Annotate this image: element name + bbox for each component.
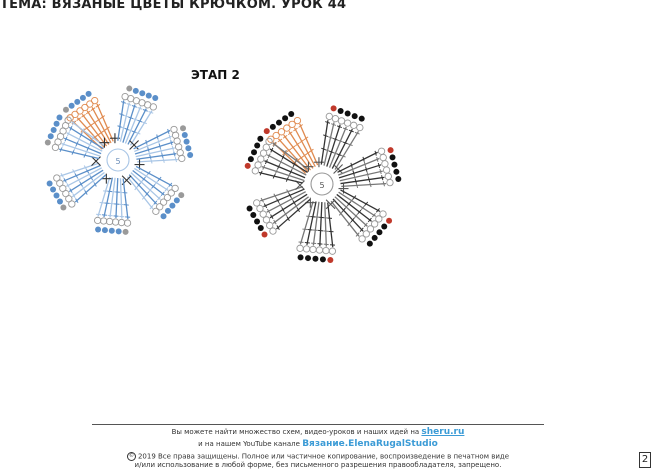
dot bbox=[57, 198, 63, 204]
loop bbox=[255, 162, 261, 168]
loop bbox=[383, 167, 389, 173]
dot bbox=[133, 88, 139, 94]
loop bbox=[112, 219, 118, 225]
footer-copyright-line-2 bbox=[92, 461, 544, 469]
stitch-post bbox=[340, 190, 379, 211]
footer-channel-text: и на нашем YouTube канале bbox=[198, 440, 300, 448]
dot bbox=[248, 156, 254, 162]
loop bbox=[297, 245, 303, 251]
page-number: 2 bbox=[639, 452, 651, 468]
footer-divider bbox=[92, 424, 544, 425]
stitch-post bbox=[123, 179, 128, 220]
dot bbox=[123, 229, 129, 235]
dot bbox=[56, 114, 62, 120]
dot bbox=[270, 124, 276, 130]
stitch-post bbox=[341, 177, 385, 183]
stitch-post bbox=[325, 202, 327, 246]
dot bbox=[367, 241, 373, 247]
dot bbox=[161, 213, 167, 219]
stitch-bar bbox=[175, 157, 176, 162]
petal bbox=[47, 163, 106, 210]
stitch-bar bbox=[367, 172, 368, 177]
footer-line-site bbox=[92, 427, 544, 437]
dot bbox=[109, 228, 115, 234]
dot bbox=[391, 162, 397, 168]
loop bbox=[351, 122, 357, 128]
stitch-post bbox=[87, 111, 109, 145]
dot bbox=[50, 187, 56, 193]
copyright-icon: © bbox=[128, 453, 134, 459]
loop bbox=[380, 154, 386, 160]
dot bbox=[139, 90, 145, 96]
dot bbox=[69, 103, 75, 109]
dot bbox=[174, 197, 180, 203]
dot bbox=[376, 229, 382, 235]
dot bbox=[359, 116, 365, 122]
stitch-bar bbox=[171, 140, 172, 145]
stitch-post bbox=[341, 184, 386, 187]
dot bbox=[74, 99, 80, 105]
loop bbox=[92, 97, 98, 103]
dot bbox=[393, 169, 399, 175]
dot bbox=[180, 125, 186, 131]
petal bbox=[297, 201, 336, 263]
stitch-post bbox=[328, 203, 333, 248]
dot bbox=[312, 256, 318, 262]
loop bbox=[263, 144, 269, 150]
dot bbox=[254, 219, 260, 225]
loop bbox=[344, 120, 350, 126]
petal bbox=[118, 86, 159, 146]
stitch-bar bbox=[174, 152, 175, 157]
petal bbox=[134, 125, 194, 163]
dot bbox=[381, 223, 387, 229]
loop bbox=[382, 161, 388, 167]
loop bbox=[153, 208, 159, 214]
dot bbox=[352, 113, 358, 119]
dot bbox=[54, 121, 60, 127]
dot bbox=[182, 132, 188, 138]
loop bbox=[258, 156, 264, 162]
dot bbox=[86, 91, 92, 97]
copyright-text-1: 2019 Все права защищены. Полное или частичное копирование, воспроизведение в печатном виде bbox=[137, 452, 510, 461]
dot bbox=[126, 86, 132, 92]
site-link[interactable]: sheru.ru bbox=[421, 427, 465, 437]
dot bbox=[372, 235, 378, 241]
stitch-bar bbox=[159, 144, 160, 149]
loop bbox=[303, 246, 309, 252]
stitch-bar bbox=[375, 151, 376, 156]
dot bbox=[185, 145, 191, 151]
dot bbox=[282, 115, 288, 121]
stitch-bar bbox=[377, 157, 378, 162]
dot bbox=[48, 133, 54, 139]
petal bbox=[94, 177, 130, 235]
footer-copyright-line-1 bbox=[92, 452, 544, 461]
loop bbox=[100, 218, 106, 224]
dot bbox=[331, 105, 337, 111]
dot bbox=[187, 152, 193, 158]
dot bbox=[95, 227, 101, 233]
stitch-bar bbox=[364, 162, 365, 167]
loop bbox=[316, 247, 322, 253]
stitch-post bbox=[320, 202, 322, 246]
dot bbox=[320, 256, 326, 262]
petal bbox=[127, 166, 184, 219]
loop bbox=[357, 124, 363, 130]
dot bbox=[247, 206, 253, 212]
dot bbox=[386, 218, 392, 224]
youtube-channel-link[interactable]: Вязание.ElenaRugalStudio bbox=[302, 439, 438, 449]
loop bbox=[106, 218, 112, 224]
dot bbox=[388, 147, 394, 153]
dot bbox=[257, 136, 263, 142]
dot bbox=[288, 111, 294, 117]
dot bbox=[298, 254, 304, 260]
dot bbox=[54, 193, 60, 199]
loop bbox=[150, 104, 156, 110]
dot bbox=[63, 107, 69, 113]
stitch-bar bbox=[356, 183, 357, 188]
loop bbox=[124, 220, 130, 226]
dot bbox=[146, 93, 152, 99]
stitch-bar bbox=[158, 139, 159, 144]
loop bbox=[378, 148, 384, 154]
dot bbox=[51, 127, 57, 133]
left-center-ring-label: 5 bbox=[115, 157, 121, 166]
loop bbox=[326, 113, 332, 119]
dot bbox=[276, 120, 282, 126]
stitch-post bbox=[339, 192, 376, 216]
stitch-bar bbox=[172, 146, 173, 151]
loop bbox=[179, 155, 185, 161]
dot bbox=[152, 95, 158, 101]
stitch-post bbox=[134, 168, 168, 190]
loop bbox=[387, 179, 393, 185]
stitch-post bbox=[130, 111, 151, 146]
stitch-post bbox=[120, 178, 121, 218]
stitch-bar bbox=[366, 167, 367, 172]
footer-site-text: Вы можете найти множество схем, видео-уроков и наших идей на bbox=[171, 428, 420, 436]
loop bbox=[329, 248, 335, 254]
stitch-bar bbox=[383, 181, 384, 186]
loop bbox=[385, 173, 391, 179]
loop bbox=[338, 118, 344, 124]
footer-line-channel bbox=[92, 439, 544, 449]
stitch-bar bbox=[168, 129, 169, 134]
petal bbox=[247, 187, 310, 238]
loop bbox=[332, 115, 338, 121]
stitch-post bbox=[118, 100, 124, 140]
stitch-bar bbox=[368, 177, 369, 182]
dot bbox=[345, 111, 351, 117]
loop bbox=[323, 247, 329, 253]
dot bbox=[254, 143, 260, 149]
loop bbox=[94, 217, 100, 223]
stitch-bar bbox=[160, 149, 161, 154]
dot bbox=[245, 163, 251, 169]
dot bbox=[338, 108, 344, 114]
stitch-bar bbox=[380, 169, 381, 174]
dot bbox=[390, 154, 396, 160]
loop bbox=[310, 246, 316, 252]
dot bbox=[262, 231, 268, 237]
petal bbox=[321, 105, 364, 169]
loop bbox=[359, 236, 365, 242]
dot bbox=[116, 228, 122, 234]
stitch-post bbox=[116, 178, 118, 218]
loop bbox=[252, 168, 258, 174]
stitch-bar bbox=[163, 158, 164, 163]
dot bbox=[395, 176, 401, 182]
dot bbox=[305, 255, 311, 261]
dot bbox=[47, 181, 53, 187]
dot bbox=[184, 139, 190, 145]
right-center-ring-label: 5 bbox=[319, 181, 325, 190]
dot bbox=[258, 225, 264, 231]
petal bbox=[331, 190, 392, 247]
dot bbox=[165, 208, 171, 214]
page-title: ТЕМА: ВЯЗАНЫЕ ЦВЕТЫ КРЮЧКОМ. УРОК 44 bbox=[0, 0, 347, 12]
petal bbox=[337, 147, 401, 188]
stitch-bar bbox=[382, 175, 383, 180]
stitch-bar bbox=[363, 157, 364, 162]
stitch-bar bbox=[370, 182, 371, 187]
loop bbox=[260, 150, 266, 156]
stitch-post bbox=[137, 159, 178, 161]
stitch-post bbox=[69, 127, 103, 148]
stitch-bar bbox=[378, 163, 379, 168]
dot bbox=[169, 203, 175, 209]
dot bbox=[250, 212, 256, 218]
dot bbox=[327, 257, 333, 263]
loop bbox=[294, 117, 300, 123]
dot bbox=[45, 140, 51, 146]
stitch-bar bbox=[162, 153, 163, 158]
dot bbox=[60, 204, 66, 210]
loop bbox=[118, 219, 124, 225]
loop bbox=[54, 175, 60, 181]
dot bbox=[251, 149, 257, 155]
stage-label: ЭТАП 2 bbox=[191, 68, 240, 82]
copyright-text-2: и/или использование в любой форме, без письменного разрешения правообладателя, запрещено. bbox=[134, 461, 502, 469]
dot bbox=[80, 95, 86, 101]
stitch-post bbox=[321, 120, 328, 164]
stitch-bar bbox=[151, 159, 152, 164]
stitch-bar bbox=[169, 135, 170, 140]
loop bbox=[254, 200, 260, 206]
dot bbox=[102, 227, 108, 233]
dot bbox=[178, 192, 184, 198]
stitch-bar bbox=[157, 134, 158, 139]
dot bbox=[264, 128, 270, 134]
stitch-post bbox=[72, 173, 104, 197]
